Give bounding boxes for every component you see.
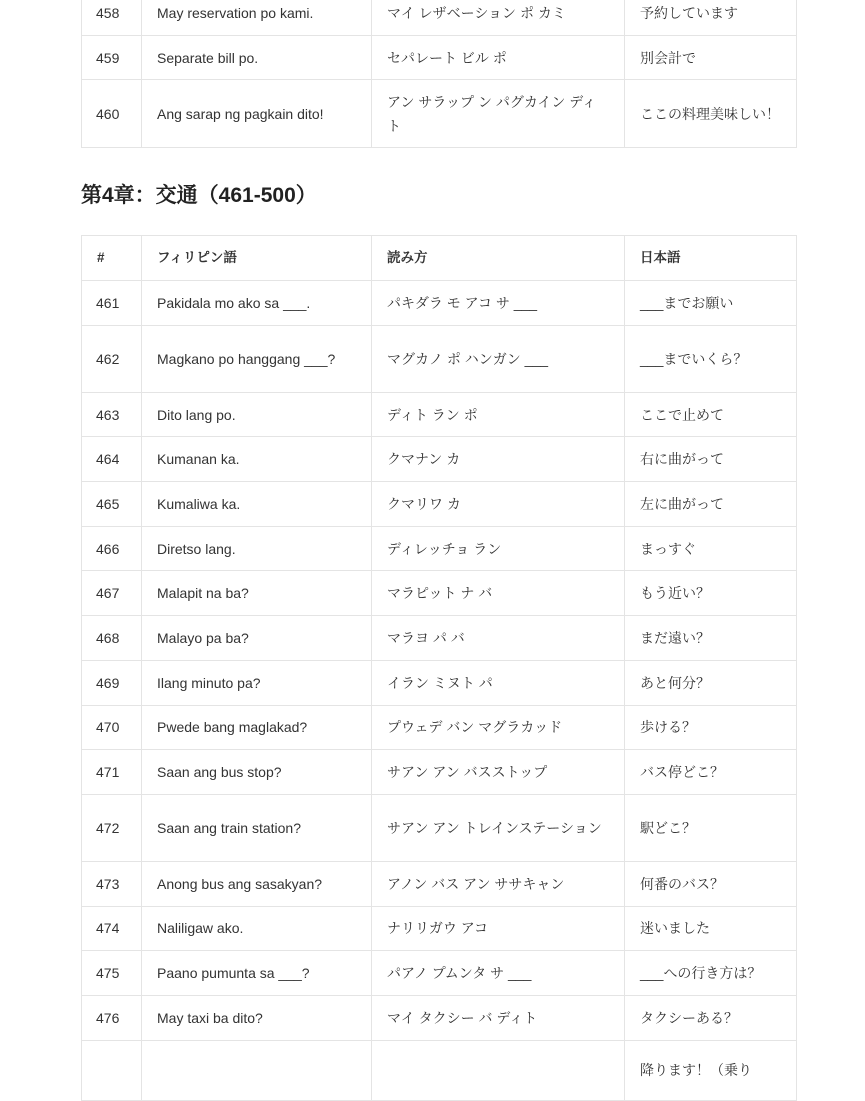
- number-cell: 469: [82, 660, 142, 705]
- table-row: [82, 80, 797, 148]
- table-row: [82, 750, 797, 795]
- table-row: [82, 616, 797, 661]
- japanese-cell: ___への行き方は？: [625, 951, 797, 996]
- reading-cell: ディト ラン ポ: [372, 392, 625, 437]
- table-row: [82, 794, 797, 861]
- table-row: [82, 437, 797, 482]
- transport-phrases-table: [81, 235, 797, 1101]
- filipino-cell: May taxi ba dito?: [142, 995, 372, 1040]
- header-japanese: 日本語: [625, 236, 797, 281]
- filipino-cell: Anong bus ang sasakyan?: [142, 861, 372, 906]
- reading-cell: アノン バス アン ササキャン: [372, 861, 625, 906]
- number-cell: 466: [82, 526, 142, 571]
- japanese-cell: 迷いました: [625, 906, 797, 951]
- filipino-cell: [142, 1040, 372, 1100]
- japanese-cell: 予約しています: [625, 0, 797, 35]
- number-cell: 464: [82, 437, 142, 482]
- number-cell: 458: [82, 0, 142, 35]
- reading-cell: サアン アン バスストップ: [372, 750, 625, 795]
- filipino-cell: Kumaliwa ka.: [142, 482, 372, 527]
- reading-cell: ディレッチョ ラン: [372, 526, 625, 571]
- filipino-cell: Pwede bang maglakad?: [142, 705, 372, 750]
- reading-cell: セパレート ビル ポ: [372, 35, 625, 80]
- table-row: [82, 951, 797, 996]
- table-row: [82, 995, 797, 1040]
- reading-cell: アン サラップ ン パグカイン ディト: [372, 80, 625, 148]
- table-row: [82, 0, 797, 35]
- number-cell: 474: [82, 906, 142, 951]
- table-row: [82, 526, 797, 571]
- table-row: [82, 1040, 797, 1100]
- table-row: [82, 906, 797, 951]
- number-cell: [82, 1040, 142, 1100]
- number-cell: 473: [82, 861, 142, 906]
- filipino-cell: Pakidala mo ako sa ___.: [142, 281, 372, 326]
- previous-chapter-table: [81, 0, 797, 148]
- japanese-cell: ここで止めて: [625, 392, 797, 437]
- reading-cell: マラヨ パ バ: [372, 616, 625, 661]
- number-cell: 475: [82, 951, 142, 996]
- japanese-cell: まっすぐ: [625, 526, 797, 571]
- number-cell: 460: [82, 80, 142, 148]
- filipino-cell: Paano pumunta sa ___?: [142, 951, 372, 996]
- reading-cell: マイ レザベーション ポ カミ: [372, 0, 625, 35]
- table-row: [82, 325, 797, 392]
- table-row: [82, 861, 797, 906]
- number-cell: 463: [82, 392, 142, 437]
- reading-cell: マラピット ナ バ: [372, 571, 625, 616]
- reading-cell: マイ タクシー バ ディト: [372, 995, 625, 1040]
- reading-cell: クマリワ カ: [372, 482, 625, 527]
- table-row: [82, 571, 797, 616]
- japanese-cell: 右に曲がって: [625, 437, 797, 482]
- japanese-cell: 何番のバス？: [625, 861, 797, 906]
- filipino-cell: Naliligaw ako.: [142, 906, 372, 951]
- japanese-cell: ここの料理美味しい！: [625, 80, 797, 148]
- filipino-cell: Malayo pa ba?: [142, 616, 372, 661]
- number-cell: 465: [82, 482, 142, 527]
- japanese-cell: あと何分？: [625, 660, 797, 705]
- reading-cell: パキダラ モ アコ サ ___: [372, 281, 625, 326]
- filipino-cell: Ang sarap ng pagkain dito!: [142, 80, 372, 148]
- reading-cell: パアノ プムンタ サ ___: [372, 951, 625, 996]
- header-filipino: フィリピン語: [142, 236, 372, 281]
- header-reading: 読み方: [372, 236, 625, 281]
- table-header-row: [82, 236, 797, 281]
- reading-cell: ナリリガウ アコ: [372, 906, 625, 951]
- japanese-cell: 別会計で: [625, 35, 797, 80]
- reading-cell: イラン ミヌト パ: [372, 660, 625, 705]
- reading-cell: プウェデ バン マグラカッド: [372, 705, 625, 750]
- number-cell: 472: [82, 794, 142, 861]
- table-row: [82, 392, 797, 437]
- japanese-cell: 駅どこ？: [625, 794, 797, 861]
- chapter-heading: 第4章：交通（461-500）: [81, 184, 317, 207]
- filipino-cell: Dito lang po.: [142, 392, 372, 437]
- number-cell: 467: [82, 571, 142, 616]
- filipino-cell: Saan ang bus stop?: [142, 750, 372, 795]
- japanese-cell: タクシーある？: [625, 995, 797, 1040]
- reading-cell: [372, 1040, 625, 1100]
- filipino-cell: Saan ang train station?: [142, 794, 372, 861]
- table-row: [82, 35, 797, 80]
- table-row: [82, 281, 797, 326]
- japanese-cell: 左に曲がって: [625, 482, 797, 527]
- number-cell: 459: [82, 35, 142, 80]
- filipino-cell: Magkano po hanggang ___?: [142, 325, 372, 392]
- number-cell: 468: [82, 616, 142, 661]
- reading-cell: クマナン カ: [372, 437, 625, 482]
- number-cell: 471: [82, 750, 142, 795]
- filipino-cell: Ilang minuto pa?: [142, 660, 372, 705]
- reading-cell: サアン アン トレインステーション: [372, 794, 625, 861]
- table-row: [82, 660, 797, 705]
- filipino-cell: Diretso lang.: [142, 526, 372, 571]
- japanese-cell: まだ遠い？: [625, 616, 797, 661]
- japanese-cell: ___までお願い: [625, 281, 797, 326]
- japanese-cell: もう近い？: [625, 571, 797, 616]
- table-row: [82, 705, 797, 750]
- filipino-cell: May reservation po kami.: [142, 0, 372, 35]
- filipino-cell: Kumanan ka.: [142, 437, 372, 482]
- number-cell: 470: [82, 705, 142, 750]
- filipino-cell: Malapit na ba?: [142, 571, 372, 616]
- reading-cell: マグカノ ポ ハンガン ___: [372, 325, 625, 392]
- number-cell: 462: [82, 325, 142, 392]
- japanese-cell: 歩ける？: [625, 705, 797, 750]
- header-number: #: [82, 236, 142, 281]
- japanese-cell: バス停どこ？: [625, 750, 797, 795]
- number-cell: 476: [82, 995, 142, 1040]
- japanese-cell: ___までいくら？: [625, 325, 797, 392]
- number-cell: 461: [82, 281, 142, 326]
- japanese-cell: 降ります！（乗り: [625, 1040, 797, 1100]
- table-row: [82, 482, 797, 527]
- filipino-cell: Separate bill po.: [142, 35, 372, 80]
